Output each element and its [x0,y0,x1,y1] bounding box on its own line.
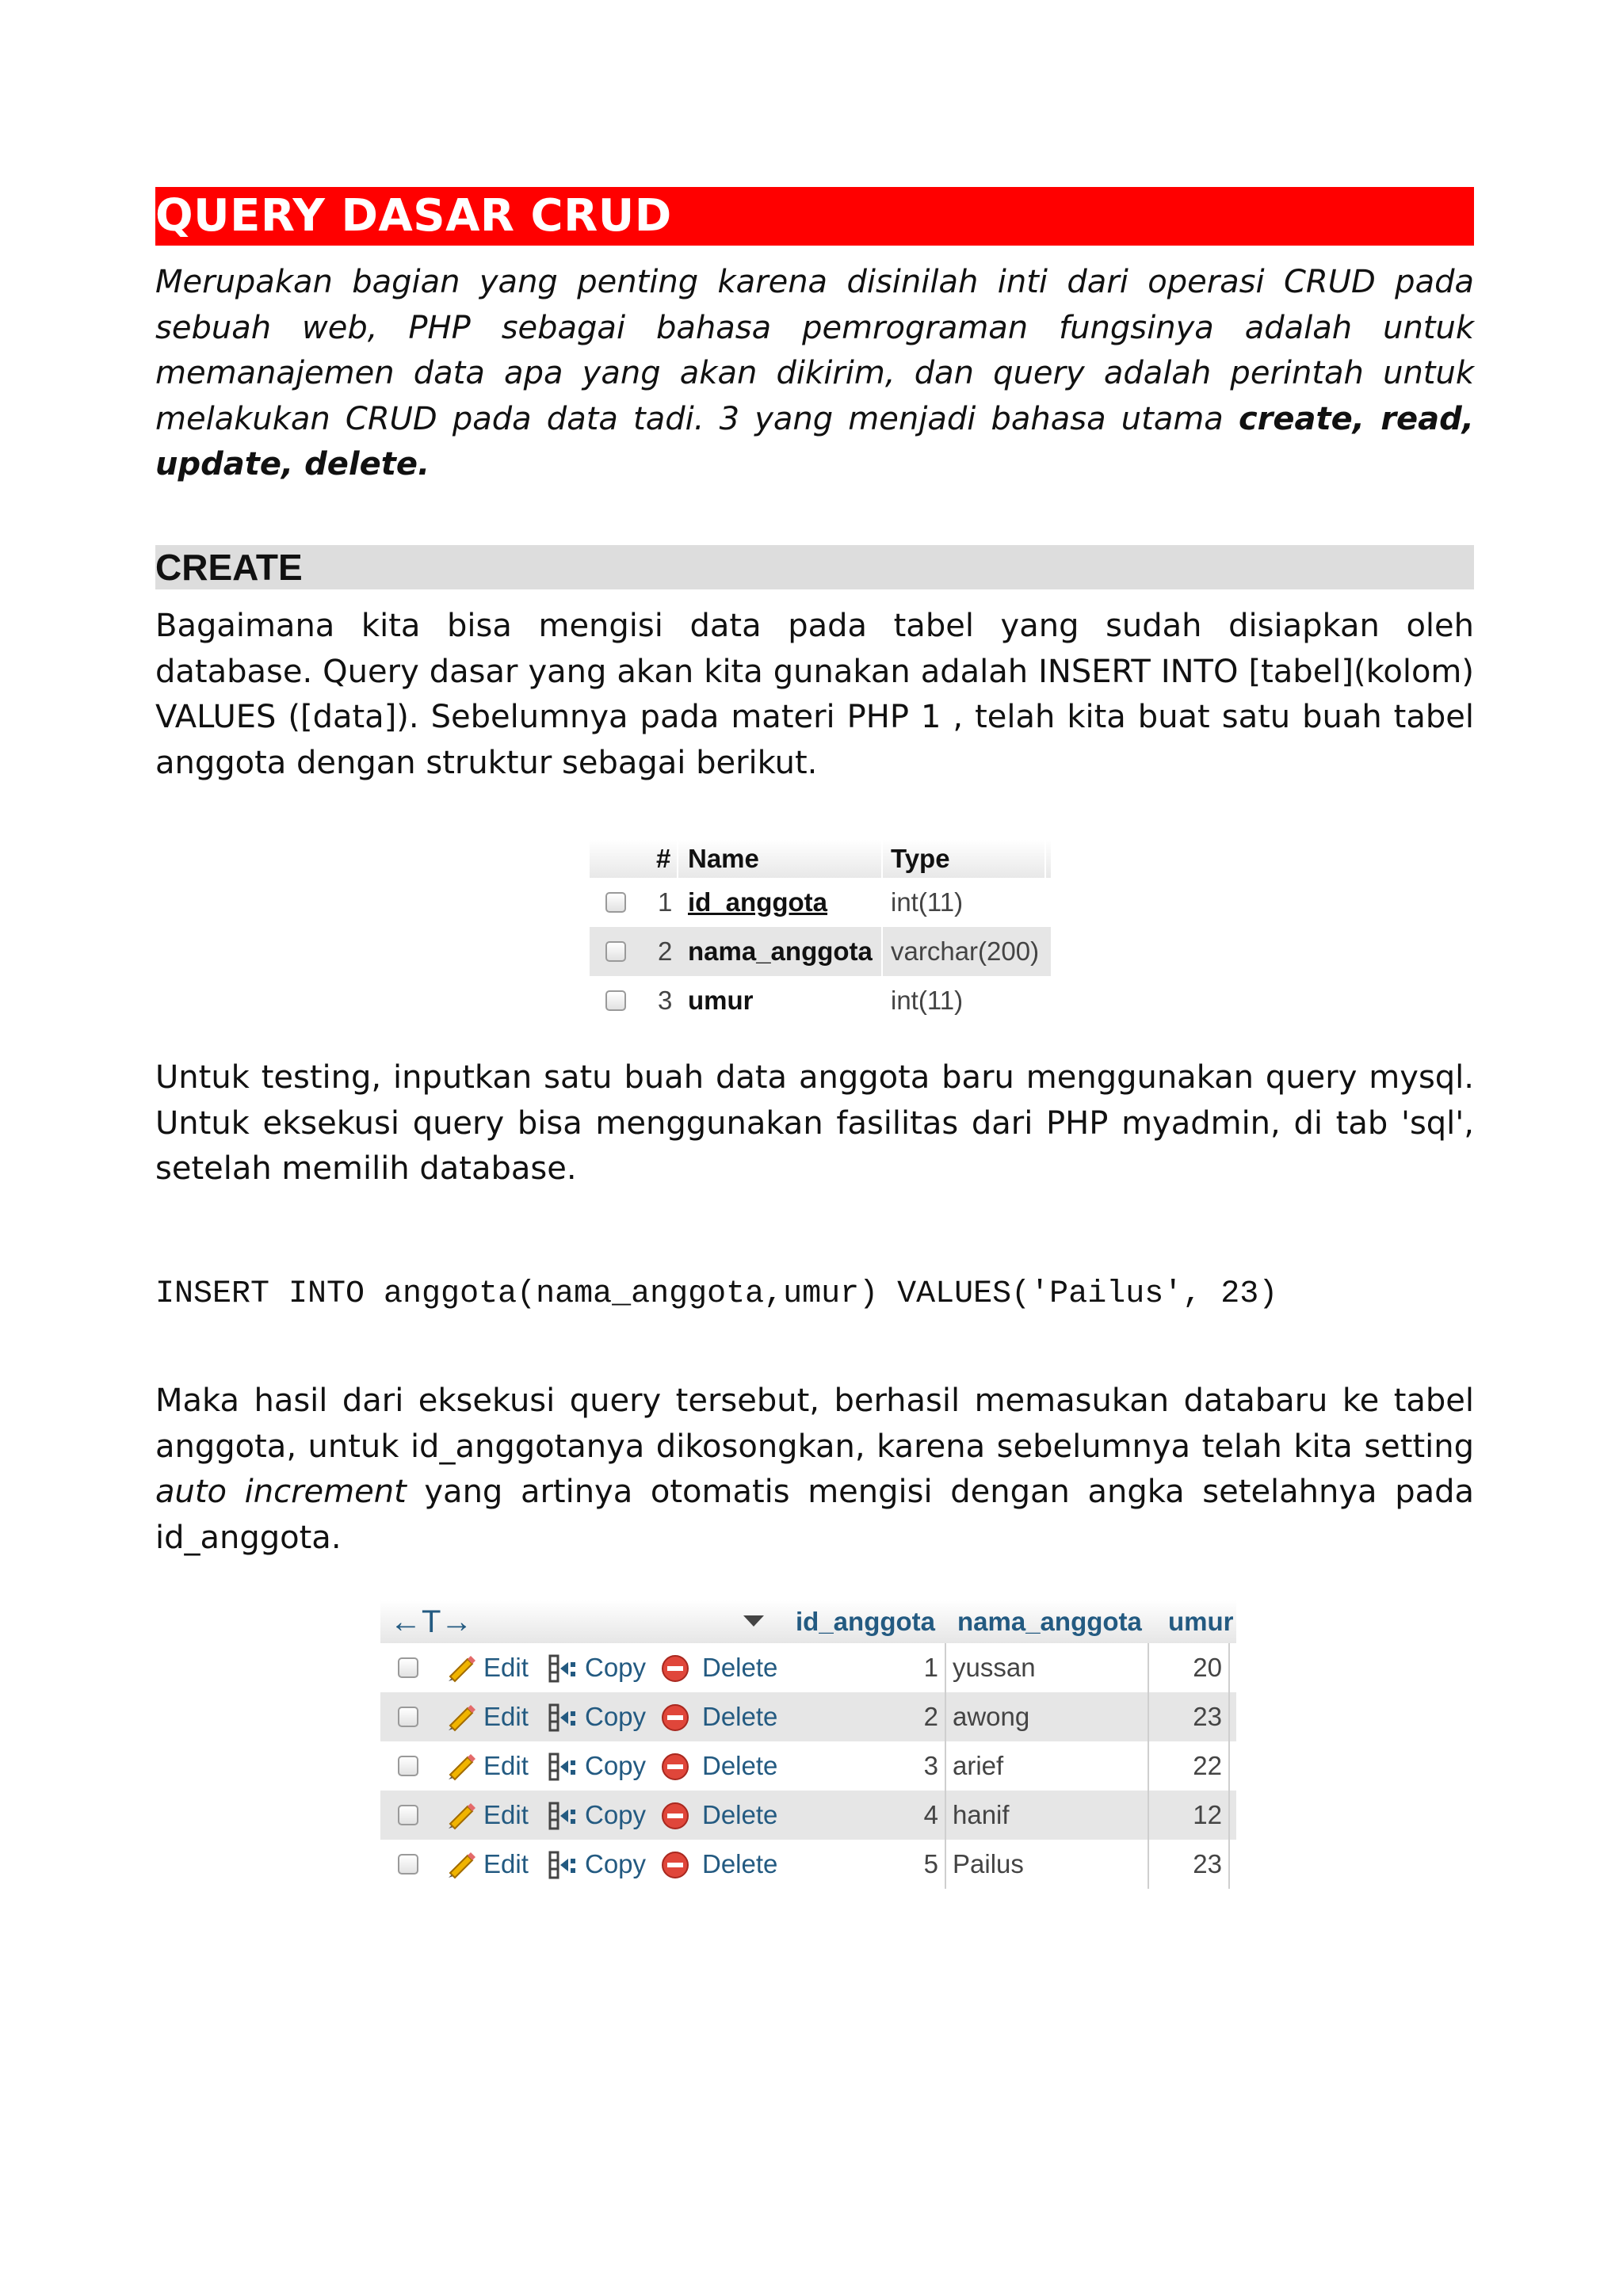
table-row [590,927,1051,976]
row-checkbox[interactable] [605,941,626,962]
copy-link[interactable]: Copy [585,1800,647,1829]
header-umur[interactable]: umur [1168,1607,1234,1636]
cell-nama-anggota: yussan [953,1653,1036,1682]
cell-id-anggota: 2 [923,1702,938,1731]
header-num: # [656,844,671,873]
delete-link[interactable]: Delete [702,1653,778,1682]
copy-icon[interactable] [547,1653,579,1684]
cell-nama-anggota: awong [953,1702,1030,1731]
cell-id-anggota: 3 [923,1751,938,1780]
table-row [590,878,1051,927]
header-id-anggota[interactable]: id_anggota [796,1607,936,1636]
table-row [380,1741,1236,1791]
copy-link[interactable]: Copy [585,1849,647,1878]
row-num: 1 [658,887,673,917]
row-num: 2 [658,936,673,966]
copy-link[interactable]: Copy [585,1751,647,1780]
delete-icon[interactable] [661,1851,689,1879]
section-title-create: CREATE [155,545,1474,589]
pencil-icon[interactable] [445,1802,477,1830]
delete-icon[interactable] [661,1703,689,1732]
row-type: varchar(200) [891,936,1040,966]
row-name: nama_anggota [688,936,873,966]
edit-link[interactable]: Edit [483,1653,529,1682]
copy-icon[interactable] [547,1751,579,1783]
row-name: id_anggota [688,887,828,917]
table-row [380,1692,1236,1741]
cell-umur: 22 [1193,1751,1222,1780]
cell-id-anggota: 5 [923,1849,938,1878]
cell-nama-anggota: hanif [953,1800,1010,1829]
cell-nama-anggota: Pailus [953,1849,1024,1878]
delete-link[interactable]: Delete [702,1751,778,1780]
delete-icon[interactable] [661,1802,689,1830]
intro-text: Merupakan bagian yang penting karena disinilah inti dari operasi CRUD pada sebuah web, PHP sebagai bahasa pemrograman fungsinya adalah untuk memanajemen data apa yang akan dikirim, dan query adalah perintah untuk melakukan CRUD pada data tadi. 3 yang menjadi bahasa utama [155,264,1474,437]
row-checkbox[interactable] [398,1805,418,1825]
pencil-icon[interactable] [445,1703,477,1732]
structure-table-header [590,840,1051,878]
row-checkbox[interactable] [398,1756,418,1776]
intro-paragraph [155,260,1474,488]
create-paragraph-2: Untuk testing, inputkan satu buah data anggota baru menggunakan query mysql. Untuk eksekusi query bisa menggunakan fasilitas dari PHP myadmin, di tab 'sql', setelah memilih database. [155,1059,1474,1187]
table-row [590,976,1051,1025]
column-nav-arrows[interactable]: ←T→ [390,1604,473,1639]
cell-umur: 20 [1193,1653,1222,1682]
edit-link[interactable]: Edit [483,1849,529,1878]
cell-nama-anggota: arief [953,1751,1004,1780]
copy-icon[interactable] [547,1849,579,1881]
delete-icon[interactable] [661,1654,689,1683]
row-num: 3 [658,986,673,1015]
structure-table [590,840,1051,1025]
row-type: int(11) [891,986,964,1015]
cell-id-anggota: 1 [923,1653,938,1682]
copy-link[interactable]: Copy [585,1702,647,1731]
copy-link[interactable]: Copy [585,1653,647,1682]
sql-code: INSERT INTO anggota(nama_anggota,umur) VALUES('Pailus', 23) [155,1276,1278,1312]
row-checkbox[interactable] [398,1657,418,1678]
row-checkbox[interactable] [605,892,626,913]
para3-italic-text: auto increment [155,1474,407,1510]
header-name[interactable]: Name [688,844,759,873]
edit-link[interactable]: Edit [483,1751,529,1780]
browse-table-header [380,1600,1236,1643]
create-paragraph-3 [155,1379,1474,1561]
delete-link[interactable]: Delete [702,1849,778,1878]
pencil-icon[interactable] [445,1654,477,1683]
row-type: int(11) [891,887,964,917]
edit-link[interactable]: Edit [483,1800,529,1829]
page-title: QUERY DASAR CRUD [155,187,1474,246]
delete-icon[interactable] [661,1753,689,1781]
copy-icon[interactable] [547,1800,579,1832]
delete-link[interactable]: Delete [702,1702,778,1731]
row-checkbox[interactable] [398,1707,418,1727]
cell-umur: 12 [1193,1800,1222,1829]
copy-icon[interactable] [547,1702,579,1733]
delete-link[interactable]: Delete [702,1800,778,1829]
edit-link[interactable]: Edit [483,1702,529,1731]
cell-umur: 23 [1193,1849,1222,1878]
triangle-down-icon[interactable] [742,1613,766,1629]
pencil-icon[interactable] [445,1851,477,1879]
header-type[interactable]: Type [891,844,950,873]
para3-text-after: yang artinya otomatis mengisi dengan angka setelahnya pada id_anggota. [155,1474,1474,1556]
header-nama-anggota[interactable]: nama_anggota [957,1607,1142,1636]
create-paragraph-1: Bagaimana kita bisa mengisi data pada tabel yang sudah disiapkan oleh database. Query dasar yang akan kita gunakan adalah INSERT INTO [tabel](kolom) VALUES ([data]). Sebelumnya pada materi PHP 1 , telah kita buat satu buah tabel anggota dengan struktur sebagai berikut. [155,608,1474,781]
table-row [380,1791,1236,1840]
table-row [380,1643,1236,1692]
row-checkbox[interactable] [605,990,626,1011]
row-checkbox[interactable] [398,1854,418,1875]
table-row [380,1840,1236,1889]
cell-umur: 23 [1193,1702,1222,1731]
browse-table [380,1600,1236,1889]
intro-bold-text: create, read, update, delete. [155,400,1474,482]
cell-id-anggota: 4 [923,1800,938,1829]
pencil-icon[interactable] [445,1753,477,1781]
para3-text-before: Maka hasil dari eksekusi query tersebut, berhasil memasukan databaru ke tabel anggota, untuk id_anggotanya dikosongkan, karena sebelumnya telah kita setting [155,1383,1474,1465]
row-name: umur [688,986,754,1015]
